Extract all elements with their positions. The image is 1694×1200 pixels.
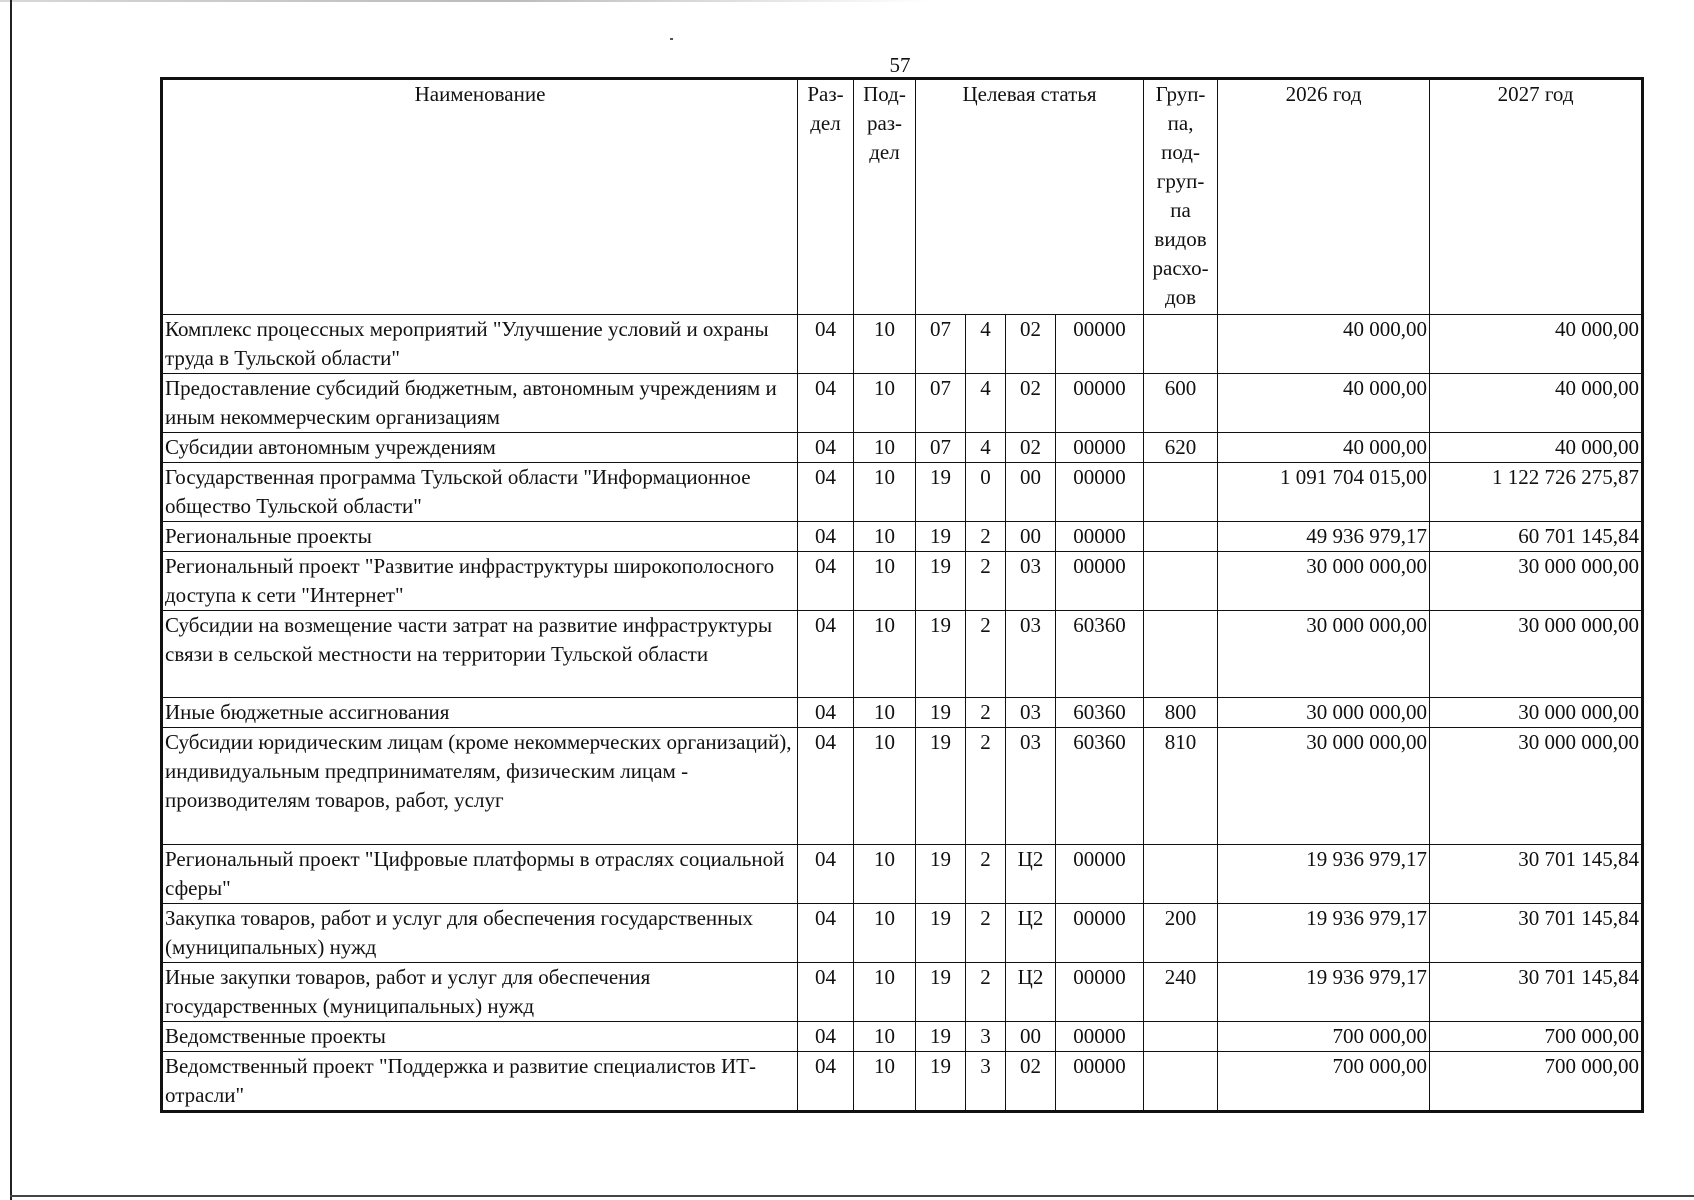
target-program-cell: 19 (916, 522, 966, 552)
razdel-cell: 04 (798, 522, 854, 552)
expense-group-cell (1144, 315, 1218, 374)
target-program-cell: 19 (916, 1022, 966, 1052)
target-type-cell: 4 (966, 374, 1006, 433)
target-subprogram-cell: 02 (1006, 315, 1056, 374)
amount-2027-cell: 700 000,00 (1430, 1022, 1643, 1052)
row-name-cell: Субсидии автономным учреждениям (162, 433, 798, 463)
row-name-cell: Ведомственные проекты (162, 1022, 798, 1052)
target-program-cell: 19 (916, 552, 966, 611)
target-type-cell: 2 (966, 845, 1006, 904)
podrazdel-cell: 10 (854, 904, 916, 963)
razdel-cell: 04 (798, 552, 854, 611)
table-row (162, 463, 1643, 522)
razdel-cell: 04 (798, 698, 854, 728)
page-number: 57 (889, 53, 911, 77)
razdel-cell: 04 (798, 611, 854, 698)
target-subprogram-cell: 02 (1006, 433, 1056, 463)
amount-2026-cell: 1 091 704 015,00 (1218, 463, 1430, 522)
row-name-cell: Комплекс процессных мероприятий "Улучшение условий и охраны труда в Тульской области" (162, 315, 798, 374)
target-type-cell: 2 (966, 904, 1006, 963)
expense-group-cell: 620 (1144, 433, 1218, 463)
target-direction-cell: 00000 (1056, 433, 1144, 463)
table-row (162, 315, 1643, 374)
razdel-cell: 04 (798, 904, 854, 963)
target-type-cell: 0 (966, 463, 1006, 522)
table-row (162, 698, 1643, 728)
amount-2026-cell: 19 936 979,17 (1218, 963, 1430, 1022)
expense-group-cell (1144, 611, 1218, 698)
table-row (162, 1052, 1643, 1112)
row-name-cell: Закупка товаров, работ и услуг для обеспечения государственных (муниципальных) нужд (162, 904, 798, 963)
row-name-cell: Иные бюджетные ассигнования (162, 698, 798, 728)
expense-group-cell: 800 (1144, 698, 1218, 728)
podrazdel-cell: 10 (854, 611, 916, 698)
target-program-cell: 07 (916, 374, 966, 433)
table-row (162, 963, 1643, 1022)
table-row (162, 845, 1643, 904)
expense-group-cell: 200 (1144, 904, 1218, 963)
amount-2027-cell: 60 701 145,84 (1430, 522, 1643, 552)
target-program-cell: 19 (916, 728, 966, 845)
podrazdel-cell: 10 (854, 463, 916, 522)
table-row (162, 433, 1643, 463)
amount-2026-cell: 700 000,00 (1218, 1022, 1430, 1052)
header-razdel: Раз- дел (798, 79, 854, 315)
header-year-2026: 2026 год (1218, 79, 1430, 315)
table-row (162, 374, 1643, 433)
table-row (162, 522, 1643, 552)
podrazdel-cell: 10 (854, 845, 916, 904)
target-direction-cell: 00000 (1056, 963, 1144, 1022)
row-name-cell: Ведомственный проект "Поддержка и развитие специалистов ИТ-отрасли" (162, 1052, 798, 1112)
target-subprogram-cell: 03 (1006, 728, 1056, 845)
table-header-row (162, 79, 1643, 315)
amount-2026-cell: 30 000 000,00 (1218, 552, 1430, 611)
target-direction-cell: 00000 (1056, 845, 1144, 904)
razdel-cell: 04 (798, 1022, 854, 1052)
target-type-cell: 4 (966, 315, 1006, 374)
budget-table (160, 77, 1644, 1113)
target-direction-cell: 00000 (1056, 552, 1144, 611)
amount-2027-cell: 30 000 000,00 (1430, 552, 1643, 611)
row-name-cell: Иные закупки товаров, работ и услуг для обеспечения государственных (муниципальных) нужд (162, 963, 798, 1022)
target-type-cell: 4 (966, 433, 1006, 463)
row-name-cell: Региональный проект "Цифровые платформы в отраслях социальной сферы" (162, 845, 798, 904)
amount-2027-cell: 1 122 726 275,87 (1430, 463, 1643, 522)
amount-2026-cell: 49 936 979,17 (1218, 522, 1430, 552)
target-type-cell: 3 (966, 1052, 1006, 1112)
row-name-cell: Предоставление субсидий бюджетным, автономным учреждениям и иным некоммерческим организациям (162, 374, 798, 433)
target-program-cell: 07 (916, 433, 966, 463)
razdel-cell: 04 (798, 845, 854, 904)
expense-group-cell: 600 (1144, 374, 1218, 433)
scan-edge-bottom (10, 1195, 1694, 1197)
expense-group-cell (1144, 463, 1218, 522)
target-direction-cell: 60360 (1056, 698, 1144, 728)
target-direction-cell: 00000 (1056, 315, 1144, 374)
amount-2026-cell: 700 000,00 (1218, 1052, 1430, 1112)
target-subprogram-cell: 02 (1006, 374, 1056, 433)
amount-2027-cell: 30 701 145,84 (1430, 963, 1643, 1022)
amount-2027-cell: 40 000,00 (1430, 433, 1643, 463)
expense-group-cell: 810 (1144, 728, 1218, 845)
razdel-cell: 04 (798, 463, 854, 522)
expense-group-cell (1144, 522, 1218, 552)
amount-2026-cell: 30 000 000,00 (1218, 698, 1430, 728)
scan-edge-top (0, 0, 1694, 2)
target-subprogram-cell: 00 (1006, 1022, 1056, 1052)
row-name-cell: Субсидии на возмещение части затрат на развитие инфраструктуры связи в сельской местности на территории Тульской области (162, 611, 798, 698)
target-subprogram-cell: 02 (1006, 1052, 1056, 1112)
target-program-cell: 19 (916, 698, 966, 728)
amount-2027-cell: 30 701 145,84 (1430, 845, 1643, 904)
scan-speck (670, 38, 673, 40)
target-type-cell: 3 (966, 1022, 1006, 1052)
target-type-cell: 2 (966, 963, 1006, 1022)
target-direction-cell: 00000 (1056, 1022, 1144, 1052)
target-direction-cell: 00000 (1056, 522, 1144, 552)
target-subprogram-cell: 03 (1006, 698, 1056, 728)
scan-edge-left (10, 0, 12, 1200)
expense-group-cell (1144, 845, 1218, 904)
row-name-cell: Региональные проекты (162, 522, 798, 552)
expense-group-cell (1144, 1052, 1218, 1112)
podrazdel-cell: 10 (854, 552, 916, 611)
amount-2027-cell: 30 000 000,00 (1430, 728, 1643, 845)
target-program-cell: 19 (916, 963, 966, 1022)
amount-2027-cell: 30 000 000,00 (1430, 611, 1643, 698)
target-direction-cell: 00000 (1056, 463, 1144, 522)
target-subprogram-cell: 03 (1006, 552, 1056, 611)
target-program-cell: 07 (916, 315, 966, 374)
amount-2027-cell: 40 000,00 (1430, 374, 1643, 433)
row-name-cell: Государственная программа Тульской области "Информационное общество Тульской области" (162, 463, 798, 522)
target-type-cell: 2 (966, 698, 1006, 728)
razdel-cell: 04 (798, 374, 854, 433)
target-type-cell: 2 (966, 611, 1006, 698)
target-direction-cell: 00000 (1056, 1052, 1144, 1112)
podrazdel-cell: 10 (854, 433, 916, 463)
target-program-cell: 19 (916, 463, 966, 522)
target-type-cell: 2 (966, 552, 1006, 611)
amount-2026-cell: 40 000,00 (1218, 315, 1430, 374)
podrazdel-cell: 10 (854, 963, 916, 1022)
expense-group-cell: 240 (1144, 963, 1218, 1022)
target-direction-cell: 00000 (1056, 904, 1144, 963)
target-subprogram-cell: Ц2 (1006, 845, 1056, 904)
target-direction-cell: 60360 (1056, 611, 1144, 698)
target-program-cell: 19 (916, 1052, 966, 1112)
target-direction-cell: 60360 (1056, 728, 1144, 845)
table-row (162, 1022, 1643, 1052)
expense-group-cell (1144, 1022, 1218, 1052)
razdel-cell: 04 (798, 433, 854, 463)
header-podrazdel: Под- раз- дел (854, 79, 916, 315)
header-expense-group: Груп- па, под- груп- па видов расхо- дов (1144, 79, 1218, 315)
amount-2027-cell: 40 000,00 (1430, 315, 1643, 374)
target-subprogram-cell: Ц2 (1006, 963, 1056, 1022)
row-name-cell: Субсидии юридическим лицам (кроме некоммерческих организаций), индивидуальным предпринимателям, физическим лицам - производителям товаров, работ, услуг (162, 728, 798, 845)
header-name: Наименование (162, 79, 798, 315)
podrazdel-cell: 10 (854, 1052, 916, 1112)
target-direction-cell: 00000 (1056, 374, 1144, 433)
expense-group-cell (1144, 552, 1218, 611)
target-type-cell: 2 (966, 728, 1006, 845)
amount-2027-cell: 30 000 000,00 (1430, 698, 1643, 728)
amount-2026-cell: 40 000,00 (1218, 374, 1430, 433)
amount-2026-cell: 19 936 979,17 (1218, 904, 1430, 963)
target-type-cell: 2 (966, 522, 1006, 552)
amount-2027-cell: 30 701 145,84 (1430, 904, 1643, 963)
table-row (162, 904, 1643, 963)
target-program-cell: 19 (916, 845, 966, 904)
podrazdel-cell: 10 (854, 698, 916, 728)
amount-2026-cell: 40 000,00 (1218, 433, 1430, 463)
podrazdel-cell: 10 (854, 315, 916, 374)
table-row (162, 611, 1643, 698)
amount-2026-cell: 30 000 000,00 (1218, 728, 1430, 845)
header-target-article: Целевая статья (916, 79, 1144, 315)
target-subprogram-cell: 00 (1006, 522, 1056, 552)
target-program-cell: 19 (916, 904, 966, 963)
header-year-2027: 2027 год (1430, 79, 1643, 315)
target-subprogram-cell: Ц2 (1006, 904, 1056, 963)
table-row (162, 552, 1643, 611)
podrazdel-cell: 10 (854, 522, 916, 552)
target-program-cell: 19 (916, 611, 966, 698)
podrazdel-cell: 10 (854, 1022, 916, 1052)
podrazdel-cell: 10 (854, 728, 916, 845)
razdel-cell: 04 (798, 315, 854, 374)
podrazdel-cell: 10 (854, 374, 916, 433)
row-name-cell: Региональный проект "Развитие инфраструктуры широкополосного доступа к сети "Интернет" (162, 552, 798, 611)
table-row (162, 728, 1643, 845)
target-subprogram-cell: 03 (1006, 611, 1056, 698)
razdel-cell: 04 (798, 728, 854, 845)
amount-2027-cell: 700 000,00 (1430, 1052, 1643, 1112)
amount-2026-cell: 30 000 000,00 (1218, 611, 1430, 698)
target-subprogram-cell: 00 (1006, 463, 1056, 522)
razdel-cell: 04 (798, 1052, 854, 1112)
amount-2026-cell: 19 936 979,17 (1218, 845, 1430, 904)
razdel-cell: 04 (798, 963, 854, 1022)
